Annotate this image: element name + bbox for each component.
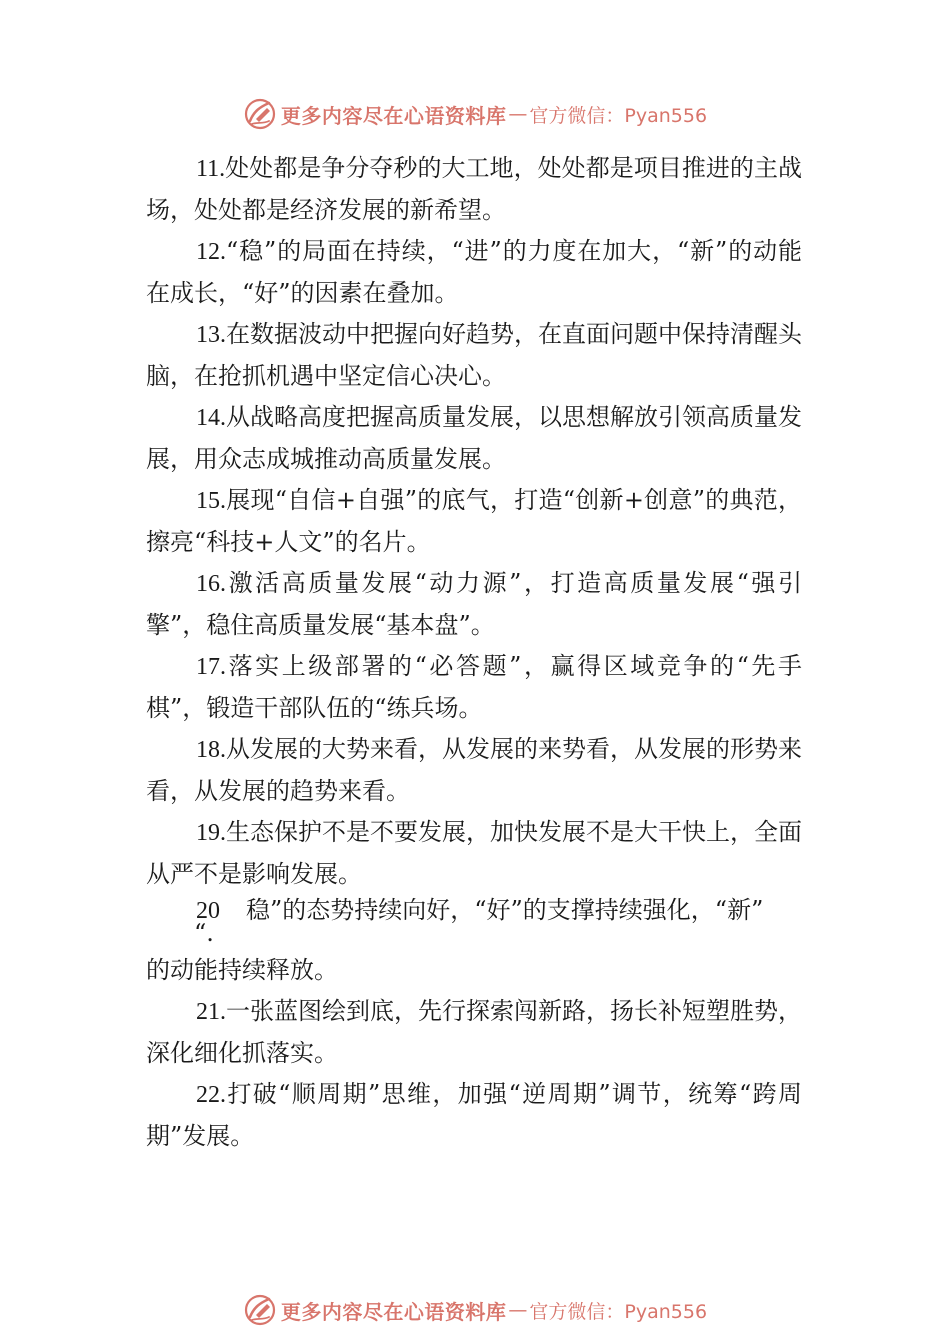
list-item [146, 563, 802, 646]
item-number: 19. [196, 820, 226, 846]
header-dash: — [508, 103, 528, 125]
item-text: “稳”的局面在持续，“进”的力度在加大，“新”的动能在成长，“好”的因素在叠加。 [146, 237, 802, 307]
item-number: 11. [196, 156, 226, 182]
item-text: 一张蓝图绘到底，先行探索闯新路，扬长补短塑胜势，深化细化抓落实。 [146, 997, 802, 1067]
footer-wechat: 官方微信：Pyan556 [529, 1300, 708, 1323]
item-number: 17. [196, 654, 226, 680]
item-text: 从战略高度把握高质量发展，以思想解放引领高质量发展，用众志成城推动高质量发展。 [146, 403, 802, 473]
item-number: 20 [196, 898, 220, 924]
list-item [146, 729, 802, 812]
item-number: 18. [196, 737, 226, 763]
item-text: 在数据波动中把握向好趋势，在直面问题中保持清醒头脑，在抢抓机遇中坚定信心决心。 [146, 320, 802, 390]
stray-quote-mark: “. [194, 919, 214, 947]
list-item [146, 314, 802, 397]
pen-signature-icon [243, 1293, 277, 1327]
list-item [146, 646, 802, 729]
list-item [146, 812, 802, 895]
item-text: 处处都是争分夺秒的大工地，处处都是项目推进的主战场，处处都是经济发展的新希望。 [146, 154, 802, 224]
list-item [146, 1074, 802, 1157]
list-item-20 [146, 895, 802, 991]
list-item [146, 397, 802, 480]
list-item [146, 231, 802, 314]
item-number: 21. [196, 999, 226, 1025]
item-text: 稳”的态势持续向好，“好”的支撑持续强化，“新” [246, 896, 764, 924]
footer-slogan: 更多内容尽在心语资料库 [280, 1299, 507, 1324]
item20-first-line [146, 895, 802, 947]
item-number: 22. [196, 1082, 226, 1108]
footer-dash: — [508, 1299, 528, 1321]
item20-second-line: 的动能持续释放。 [146, 956, 338, 984]
list-item [146, 148, 802, 231]
header-wechat: 官方微信：Pyan556 [529, 104, 708, 127]
header-slogan: 更多内容尽在心语资料库 [280, 103, 507, 128]
item-number: 14. [196, 405, 226, 431]
pen-signature-icon [243, 97, 277, 131]
item-text: 激活高质量发展“动力源”，打造高质量发展“强引擎”，稳住高质量发展“基本盘”。 [146, 569, 802, 639]
item-text: 落实上级部署的“必答题”，赢得区域竞争的“先手棋”，锻造干部队伍的“练兵场。 [146, 652, 802, 722]
item-number: 16. [196, 571, 226, 597]
header-banner [0, 94, 950, 134]
item-number: 12. [196, 239, 226, 265]
list-item [146, 991, 802, 1074]
document-body [146, 148, 802, 1157]
item-text: 打破“顺周期”思维，加强“逆周期”调节，统筹“跨周期”发展。 [146, 1080, 802, 1150]
item-number: 15. [196, 488, 226, 514]
list-item [146, 480, 802, 563]
item-text: 生态保护不是不要发展，加快发展不是大干快上，全面从严不是影响发展。 [146, 818, 802, 888]
item-text: 从发展的大势来看，从发展的来势看，从发展的形势来看，从发展的趋势来看。 [146, 735, 802, 805]
footer-banner [0, 1290, 950, 1330]
item-number: 13. [196, 322, 226, 348]
item-text: 展现“自信+自强”的底气，打造“创新+创意”的典范，擦亮“科技+人文”的名片。 [146, 486, 802, 556]
